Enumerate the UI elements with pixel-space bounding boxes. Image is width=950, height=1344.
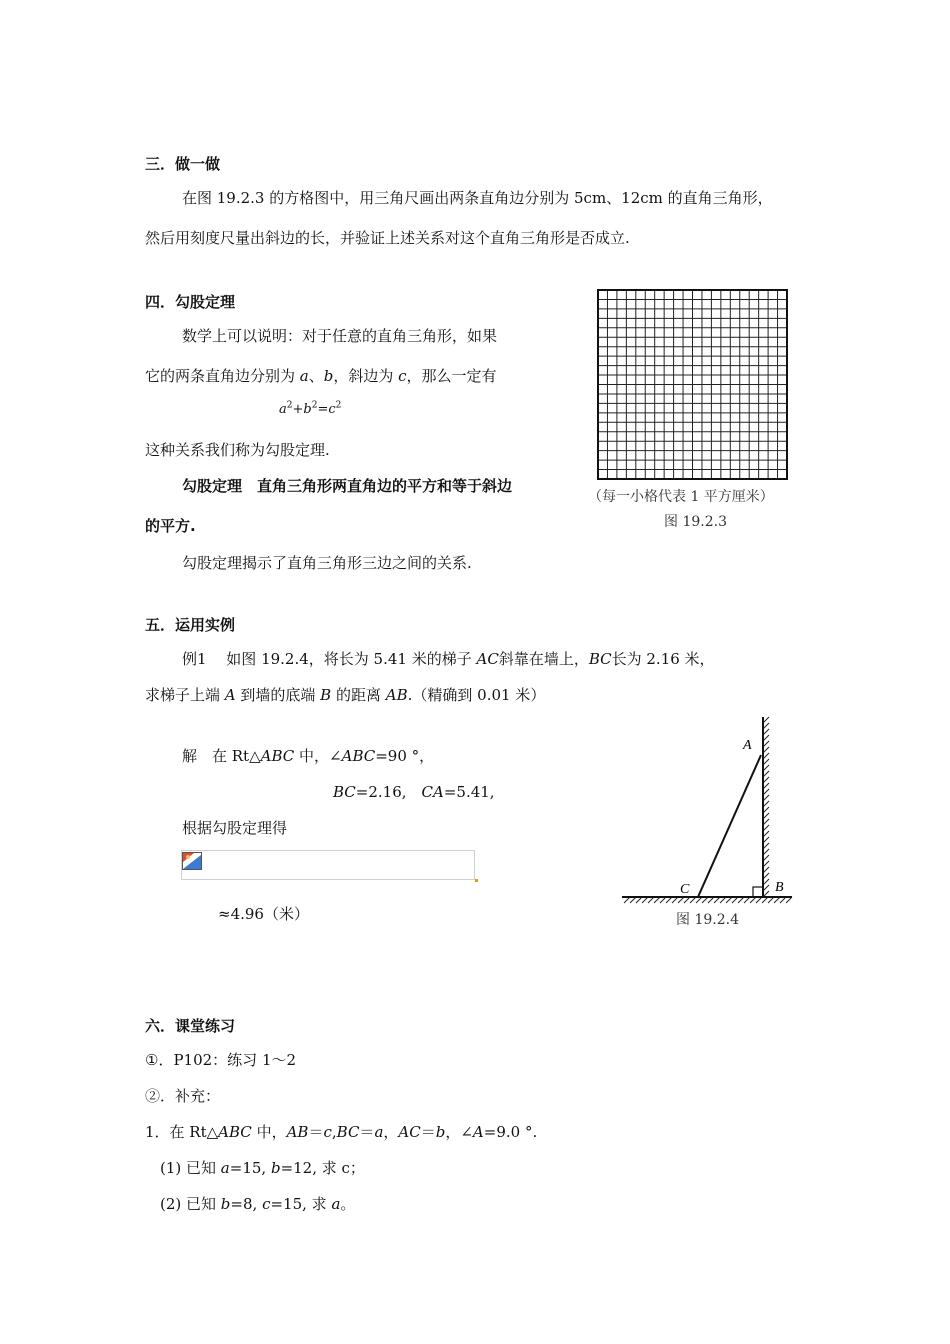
theorem-statement-line1: 勾股定理 直角三角形两直角边的平方和等于斜边 <box>182 477 513 495</box>
question-1: 1．在 Rt△ABC 中，AB＝c,BC＝a，AC＝b，∠A=9.0 °. <box>145 1123 538 1141</box>
practice-item-1: ①．P102：练习 1～2 <box>145 1051 297 1069</box>
section-3-heading: 三．做一做 <box>145 155 221 173</box>
section-4-heading: 四．勾股定理 <box>145 293 236 311</box>
point-b-label: B <box>775 880 784 895</box>
example-1-line1: 例1 如图 19.2.4，将长为 5.41 米的梯子 AC斜靠在墙上，BC长为 2.16 米， <box>182 650 715 668</box>
grid-figure-label: 图 19.2.3 <box>664 514 727 530</box>
grid-caption-note: （每一小格代表 1 平方厘米） <box>588 489 774 505</box>
section-4-line4: 勾股定理揭示了直角三角形三边之间的关系. <box>182 554 472 572</box>
right-angle-mark <box>753 887 763 897</box>
theorem-statement-line2: 的平方. <box>145 517 196 535</box>
section-4-line3: 这种关系我们称为勾股定理. <box>145 441 330 459</box>
pythagorean-formula: $a^2+b^2=c^2$ <box>279 400 342 417</box>
solution-result: ≈4.96（米） <box>218 905 309 923</box>
section-6-heading: 六．课堂练习 <box>145 1017 236 1035</box>
example-1-line2: 求梯子上端 A 到墙的底端 B 的距离 AB.（精确到 0.01 米） <box>145 686 546 704</box>
ladder-line <box>698 755 761 897</box>
section-5-heading: 五．运用实例 <box>145 616 236 634</box>
point-c-label: C <box>680 882 690 897</box>
question-1-part-2: (2) 已知 b=8, c=15, 求 a。 <box>160 1195 356 1213</box>
broken-image-icon <box>182 852 202 870</box>
ladder-figure-label: 图 19.2.4 <box>676 912 739 928</box>
image-anchor-mark <box>475 879 478 882</box>
section-4-line2: 它的两条直角边分别为 a、b，斜边为 c，那么一定有 <box>145 367 497 385</box>
practice-item-2: ②．补充： <box>145 1087 221 1105</box>
square-grid-figure <box>597 289 789 482</box>
solution-given-values: BC=2.16, CA=5.41, <box>333 783 495 801</box>
ladder-figure <box>620 715 795 905</box>
solution-line1: 解 在 Rt△ABC 中，∠ABC=90 °， <box>182 747 435 765</box>
section-4-line1: 数学上可以说明：对于任意的直角三角形，如果 <box>182 327 498 345</box>
section-3-paragraph-line2: 然后用刻度尺量出斜边的长，并验证上述关系对这个直角三角形是否成立. <box>145 229 630 247</box>
section-3-paragraph-line1: 在图 19.2.3 的方格图中，用三角尺画出两条直角边分别为 5cm、12cm 的直角三角形， <box>182 189 773 207</box>
solution-by-theorem: 根据勾股定理得 <box>182 819 288 837</box>
equation-image-placeholder <box>181 850 475 880</box>
point-a-label: A <box>743 738 752 753</box>
question-1-part-1: (1) 已知 a=15, b=12, 求 c； <box>160 1159 365 1177</box>
